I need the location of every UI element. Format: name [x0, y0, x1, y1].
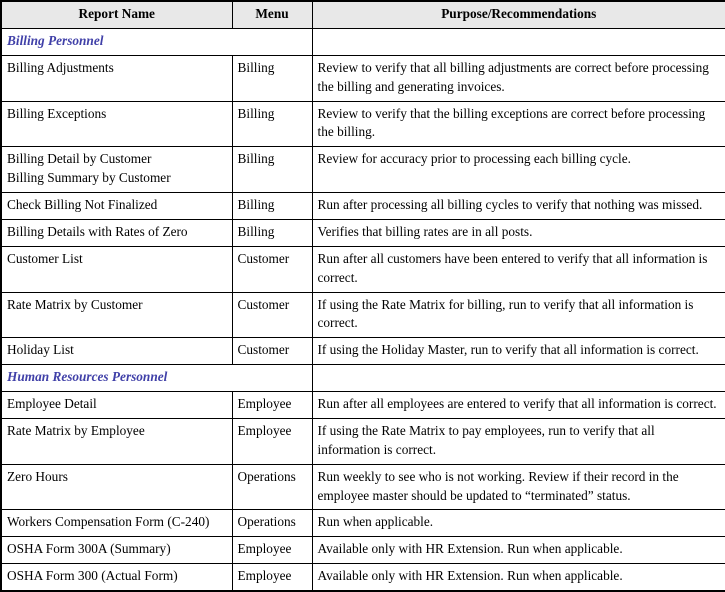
- cell-purpose: If using the Rate Matrix for billing, run to verify that all information is correct.: [312, 292, 725, 338]
- report-name-line: Zero Hours: [7, 468, 68, 484]
- cell-purpose: Review for accuracy prior to processing each billing cycle.: [312, 147, 725, 193]
- table-row: [1, 193, 725, 220]
- report-name-line-secondary: Billing Summary by Customer: [7, 170, 171, 186]
- column-header-menu: Menu: [232, 1, 312, 28]
- section-heading-empty-cell: [312, 365, 725, 392]
- report-name-line: Billing Exceptions: [7, 105, 107, 121]
- table-row: [1, 147, 725, 193]
- table-row: [1, 219, 725, 246]
- cell-menu: Employee: [232, 418, 312, 464]
- table-header-row: [1, 1, 725, 28]
- cell-menu: Operations: [232, 464, 312, 510]
- cell-menu: Billing: [232, 101, 312, 147]
- cell-purpose: If using the Rate Matrix to pay employees, run to verify that all information is correct.: [312, 418, 725, 464]
- report-name-line: Billing Adjustments: [7, 59, 114, 75]
- cell-menu: Billing: [232, 55, 312, 101]
- cell-report-name: [1, 193, 232, 220]
- report-name-line: Customer List: [7, 250, 83, 266]
- cell-menu: Billing: [232, 219, 312, 246]
- table-header: [1, 1, 725, 28]
- table-row: [1, 392, 725, 419]
- cell-purpose: Review to verify that the billing exceptions are correct before processing the billing.: [312, 101, 725, 147]
- report-name-line: OSHA Form 300 (Actual Form): [7, 568, 178, 584]
- cell-purpose: Run after all customers have been entered to verify that all information is correct.: [312, 246, 725, 292]
- cell-purpose: Run after processing all billing cycles to verify that nothing was missed.: [312, 193, 725, 220]
- cell-report-name: [1, 392, 232, 419]
- cell-report-name: [1, 292, 232, 338]
- cell-report-name: [1, 219, 232, 246]
- cell-report-name: [1, 246, 232, 292]
- section-heading-row: [1, 365, 725, 392]
- report-name-line: Employee Detail: [7, 396, 97, 411]
- table-row: [1, 246, 725, 292]
- cell-purpose: Run when applicable.: [312, 510, 725, 537]
- table-row: [1, 292, 725, 338]
- cell-menu: Customer: [232, 292, 312, 338]
- cell-purpose: Available only with HR Extension. Run when applicable.: [312, 564, 725, 591]
- report-name-line: OSHA Form 300A (Summary): [7, 541, 171, 557]
- cell-purpose: Verifies that billing rates are in all posts.: [312, 219, 725, 246]
- table-row: [1, 338, 725, 365]
- table-row: [1, 55, 725, 101]
- report-name-line: Billing Details with Rates of Zero: [7, 223, 188, 239]
- report-name-line: Workers Compensation Form (C-240): [7, 514, 210, 530]
- cell-report-name: [1, 464, 232, 510]
- cell-purpose: Review to verify that all billing adjustments are correct before processing the billing and generating invoices.: [312, 55, 725, 101]
- report-name-line: Rate Matrix by Employee: [7, 422, 145, 438]
- section-heading-empty-cell: [312, 28, 725, 55]
- cell-menu: Employee: [232, 392, 312, 419]
- table-row: [1, 564, 725, 591]
- column-header-purpose: Purpose/Recommendations: [312, 1, 725, 28]
- cell-menu: Employee: [232, 564, 312, 591]
- report-name-line: Billing Detail by Customer: [7, 151, 152, 167]
- cell-report-name: [1, 101, 232, 147]
- cell-menu: Billing: [232, 147, 312, 193]
- table-row: [1, 510, 725, 537]
- cell-report-name: [1, 510, 232, 537]
- cell-menu: Operations: [232, 510, 312, 537]
- cell-report-name: [1, 338, 232, 365]
- cell-purpose: If using the Holiday Master, run to verify that all information is correct.: [312, 338, 725, 365]
- table-body: [1, 28, 725, 591]
- cell-purpose: Run after all employees are entered to verify that all information is correct.: [312, 392, 725, 419]
- cell-menu: Customer: [232, 246, 312, 292]
- cell-report-name: [1, 537, 232, 564]
- cell-purpose: Available only with HR Extension. Run when applicable.: [312, 537, 725, 564]
- cell-menu: Billing: [232, 193, 312, 220]
- table-row: [1, 101, 725, 147]
- table-row: [1, 418, 725, 464]
- section-heading: Human Resources Personnel: [1, 365, 312, 392]
- section-heading: Billing Personnel: [1, 28, 312, 55]
- section-heading-row: [1, 28, 725, 55]
- cell-menu: Employee: [232, 537, 312, 564]
- column-header-report-name: Report Name: [1, 1, 232, 28]
- report-name-line: Holiday List: [7, 342, 74, 358]
- cell-purpose: Run weekly to see who is not working. Review if their record in the employee master should be updated to “terminated” status.: [312, 464, 725, 510]
- cell-report-name: [1, 147, 232, 193]
- report-name-line: Check Billing Not Finalized: [7, 197, 158, 212]
- cell-report-name: [1, 564, 232, 591]
- report-name-line: Rate Matrix by Customer: [7, 296, 143, 312]
- table-row: [1, 537, 725, 564]
- cell-menu: Customer: [232, 338, 312, 365]
- table-row: [1, 464, 725, 510]
- cell-report-name: [1, 55, 232, 101]
- cell-report-name: [1, 418, 232, 464]
